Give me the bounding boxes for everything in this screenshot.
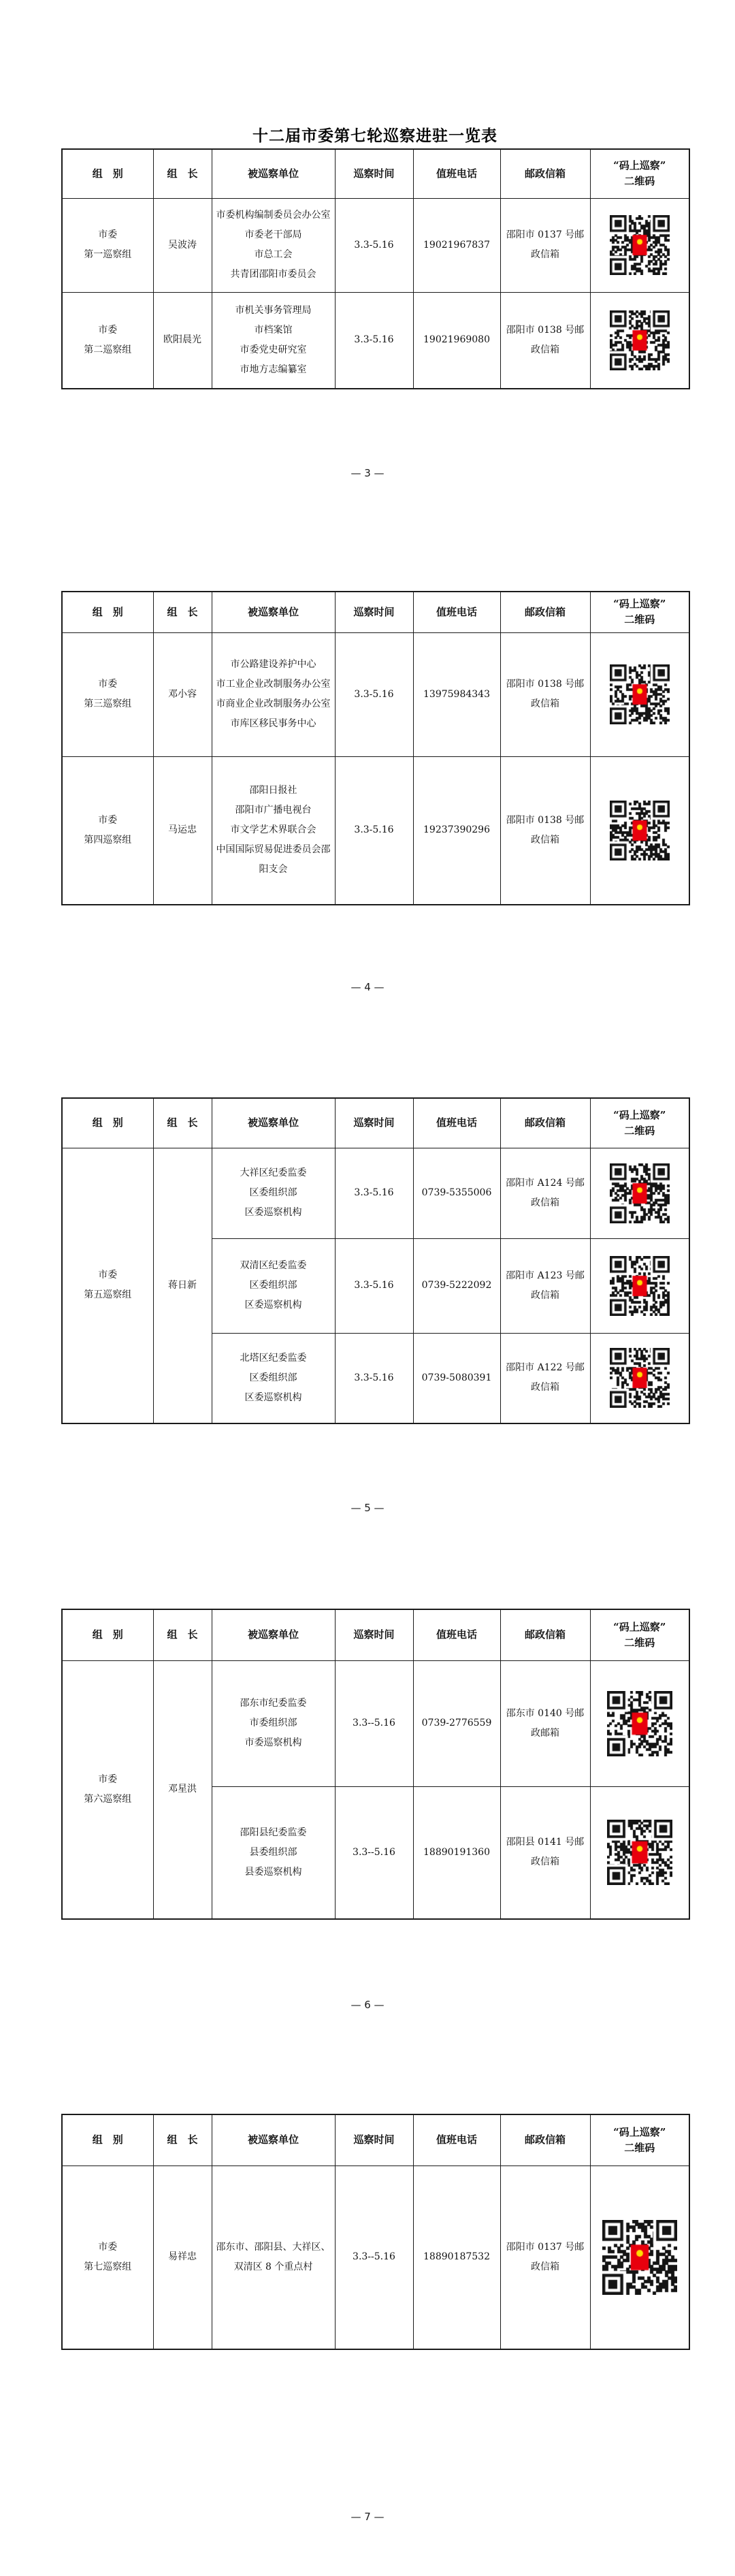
leader-cell: 吴波涛 bbox=[153, 198, 212, 292]
col-header-time: 巡察时间 bbox=[335, 592, 413, 632]
qr-cell bbox=[590, 1238, 689, 1333]
qr-code bbox=[607, 1691, 672, 1756]
group-line: 第五巡察组 bbox=[84, 1289, 132, 1301]
qr-cell bbox=[590, 1660, 689, 1786]
qr-code bbox=[610, 1348, 670, 1408]
unit-line: 市工业企业改制服务办公室 bbox=[216, 679, 331, 690]
qr-cell bbox=[590, 292, 689, 389]
inspection-table-page-3 bbox=[61, 148, 690, 389]
unit-line: 北塔区纪委监委 bbox=[240, 1352, 307, 1364]
unit-line: 区委巡察机构 bbox=[244, 1207, 302, 1218]
table-row bbox=[62, 292, 689, 389]
qr-cell bbox=[590, 198, 689, 292]
qr-cell bbox=[590, 1333, 689, 1423]
mailbox-cell: 邵阳市 0138 号邮政信箱 bbox=[500, 632, 590, 756]
table-row bbox=[62, 198, 689, 292]
group-line: 市委 bbox=[98, 1773, 118, 1785]
table-row bbox=[62, 1660, 689, 1786]
unit-line: 市库区移民事务中心 bbox=[230, 718, 316, 729]
inspection-table-page-7 bbox=[61, 2114, 690, 2350]
leader-cell: 邓星洪 bbox=[153, 1660, 212, 1919]
group-line: 市委 bbox=[98, 229, 118, 240]
mailbox-cell: 邵阳市 0137 号邮政信箱 bbox=[500, 198, 590, 292]
header-row bbox=[62, 1609, 689, 1660]
units-cell bbox=[212, 2166, 335, 2349]
group-cell bbox=[62, 1660, 153, 1919]
col-header-leader: 组 长 bbox=[153, 1609, 212, 1660]
qr-code bbox=[610, 1256, 670, 1316]
time-cell: 3.3-5.16 bbox=[335, 1148, 413, 1238]
unit-line: 区委组织部 bbox=[249, 1372, 297, 1383]
col-header-time: 巡察时间 bbox=[335, 149, 413, 198]
col-header-qr-line2: 二维码 bbox=[624, 613, 655, 626]
qr-code bbox=[610, 1163, 670, 1223]
phone-cell: 18890187532 bbox=[413, 2166, 500, 2349]
col-header-group: 组 别 bbox=[62, 2114, 153, 2166]
time-cell: 3.3-5.16 bbox=[335, 1238, 413, 1333]
units-cell bbox=[212, 632, 335, 756]
unit-line: 区委巡察机构 bbox=[244, 1300, 302, 1310]
col-header-time: 巡察时间 bbox=[335, 1609, 413, 1660]
units-cell bbox=[212, 1660, 335, 1786]
col-header-qr-line1: “码上巡察” bbox=[613, 598, 666, 611]
group-cell bbox=[62, 1148, 153, 1423]
mailbox-cell: 邵阳市 A124 号邮政信箱 bbox=[500, 1148, 590, 1238]
mailbox-cell: 邵阳市 A123 号邮政信箱 bbox=[500, 1238, 590, 1333]
col-header-mailbox: 邮政信箱 bbox=[500, 1098, 590, 1148]
qr-cell bbox=[590, 632, 689, 756]
unit-line: 区委组织部 bbox=[249, 1187, 297, 1198]
unit-line: 邵东市纪委监委 bbox=[240, 1698, 307, 1709]
col-header-time: 巡察时间 bbox=[335, 2114, 413, 2166]
units-cell bbox=[212, 1786, 335, 1919]
mailbox-cell: 邵阳县 0141 号邮政信箱 bbox=[500, 1786, 590, 1919]
col-header-phone: 值班电话 bbox=[413, 592, 500, 632]
table-row bbox=[62, 632, 689, 756]
units-cell bbox=[212, 292, 335, 389]
time-cell: 3.3--5.16 bbox=[335, 2166, 413, 2349]
col-header-qr-line1: “码上巡察” bbox=[613, 1620, 666, 1633]
page-number: — 7 — bbox=[350, 2511, 385, 2523]
qr-code bbox=[602, 2220, 677, 2295]
table-row bbox=[62, 1148, 689, 1238]
col-header-mailbox: 邮政信箱 bbox=[500, 2114, 590, 2166]
phone-cell: 0739-2776559 bbox=[413, 1660, 500, 1786]
col-header-time: 巡察时间 bbox=[335, 1098, 413, 1148]
mailbox-cell: 邵阳市 A122 号邮政信箱 bbox=[500, 1333, 590, 1423]
time-cell: 3.3--5.16 bbox=[335, 1786, 413, 1919]
col-header-phone: 值班电话 bbox=[413, 1098, 500, 1148]
qr-code bbox=[610, 215, 670, 275]
page-number: — 3 — bbox=[350, 467, 385, 479]
unit-line: 邵阳日报社 bbox=[249, 785, 297, 796]
qr-cell bbox=[590, 2166, 689, 2349]
header-row bbox=[62, 1098, 689, 1148]
col-header-leader: 组 长 bbox=[153, 1098, 212, 1148]
unit-line: 县委组织部 bbox=[249, 1846, 297, 1858]
group-line: 市委 bbox=[98, 1270, 118, 1281]
unit-line: 市总工会 bbox=[254, 249, 293, 260]
time-cell: 3.3-5.16 bbox=[335, 198, 413, 292]
col-header-qr bbox=[590, 149, 689, 198]
group-cell bbox=[62, 292, 153, 389]
col-header-mailbox: 邮政信箱 bbox=[500, 149, 590, 198]
header-row bbox=[62, 592, 689, 632]
mailbox-cell: 邵东市 0140 号邮政邮箱 bbox=[500, 1660, 590, 1786]
col-header-units: 被巡察单位 bbox=[212, 2114, 335, 2166]
col-header-phone: 值班电话 bbox=[413, 2114, 500, 2166]
qr-cell bbox=[590, 756, 689, 905]
table-row bbox=[62, 2166, 689, 2349]
phone-cell: 0739-5080391 bbox=[413, 1333, 500, 1423]
col-header-qr-line1: “码上巡察” bbox=[613, 1108, 666, 1121]
col-header-leader: 组 长 bbox=[153, 149, 212, 198]
group-cell bbox=[62, 756, 153, 905]
time-cell: 3.3-5.16 bbox=[335, 1333, 413, 1423]
qr-cell bbox=[590, 1786, 689, 1919]
phone-cell: 19021969080 bbox=[413, 292, 500, 389]
unit-line: 市委巡察机构 bbox=[244, 1737, 302, 1748]
units-cell bbox=[212, 198, 335, 292]
page-number: — 4 — bbox=[350, 981, 385, 993]
phone-cell: 19021967837 bbox=[413, 198, 500, 292]
col-header-units: 被巡察单位 bbox=[212, 1098, 335, 1148]
unit-line: 市委老干部局 bbox=[244, 229, 302, 240]
unit-line: 中国国际贸易促进委员会邵阳支会 bbox=[216, 844, 331, 875]
qr-cell bbox=[590, 1148, 689, 1238]
leader-cell: 马运忠 bbox=[153, 756, 212, 905]
qr-code bbox=[607, 1820, 672, 1885]
unit-line: 市机关事务管理局 bbox=[235, 304, 312, 316]
col-header-group: 组 别 bbox=[62, 592, 153, 632]
time-cell: 3.3-5.16 bbox=[335, 632, 413, 756]
phone-cell: 13975984343 bbox=[413, 632, 500, 756]
group-line: 第六巡察组 bbox=[84, 1793, 132, 1805]
group-line: 第三巡察组 bbox=[84, 698, 132, 709]
col-header-group: 组 别 bbox=[62, 1609, 153, 1660]
unit-line: 双清区 8 个重点村 bbox=[233, 2261, 313, 2272]
units-cell bbox=[212, 1238, 335, 1333]
unit-line: 市商业企业改制服务办公室 bbox=[216, 698, 331, 709]
col-header-units: 被巡察单位 bbox=[212, 1609, 335, 1660]
col-header-qr bbox=[590, 1609, 689, 1660]
group-line: 市委 bbox=[98, 2241, 118, 2253]
col-header-leader: 组 长 bbox=[153, 2114, 212, 2166]
col-header-leader: 组 长 bbox=[153, 592, 212, 632]
unit-line: 市委组织部 bbox=[249, 1718, 297, 1728]
col-header-units: 被巡察单位 bbox=[212, 149, 335, 198]
qr-code bbox=[610, 801, 670, 860]
unit-line: 市档案馆 bbox=[254, 324, 293, 336]
inspection-table-page-5 bbox=[61, 1097, 690, 1424]
unit-line: 大祥区纪委监委 bbox=[240, 1168, 307, 1178]
group-line: 第四巡察组 bbox=[84, 834, 132, 846]
unit-line: 双清区纪委监委 bbox=[240, 1260, 307, 1271]
col-header-qr-line2: 二维码 bbox=[624, 175, 655, 188]
table-row bbox=[62, 756, 689, 905]
units-cell bbox=[212, 1333, 335, 1423]
mailbox-cell: 邵阳市 0138 号邮政信箱 bbox=[500, 292, 590, 389]
unit-line: 县委巡察机构 bbox=[244, 1866, 302, 1878]
time-cell: 3.3--5.16 bbox=[335, 1660, 413, 1786]
col-header-qr-line1: “码上巡察” bbox=[613, 2125, 666, 2138]
phone-cell: 0739-5222092 bbox=[413, 1238, 500, 1333]
mailbox-cell: 邵阳市 0137 号邮政信箱 bbox=[500, 2166, 590, 2349]
group-line: 市委 bbox=[98, 679, 118, 690]
unit-line: 区委组织部 bbox=[249, 1280, 297, 1291]
unit-line: 市地方志编纂室 bbox=[240, 364, 307, 375]
unit-line: 市文学艺术界联合会 bbox=[230, 824, 316, 836]
unit-line: 邵东市、邵阳县、大祥区、 bbox=[216, 2241, 331, 2253]
qr-code bbox=[610, 310, 670, 370]
col-header-qr-line2: 二维码 bbox=[624, 2141, 655, 2154]
header-row bbox=[62, 149, 689, 198]
unit-line: 市公路建设养护中心 bbox=[230, 659, 316, 670]
group-line: 第二巡察组 bbox=[84, 344, 132, 355]
col-header-qr-line2: 二维码 bbox=[624, 1636, 655, 1649]
mailbox-cell: 邵阳市 0138 号邮政信箱 bbox=[500, 756, 590, 905]
units-cell bbox=[212, 756, 335, 905]
header-row bbox=[62, 2114, 689, 2166]
col-header-mailbox: 邮政信箱 bbox=[500, 1609, 590, 1660]
group-line: 市委 bbox=[98, 324, 118, 336]
unit-line: 共青团邵阳市委员会 bbox=[230, 269, 316, 280]
group-line: 第七巡察组 bbox=[84, 2261, 132, 2272]
leader-cell: 欧阳晨光 bbox=[153, 292, 212, 389]
unit-line: 邵阳市广播电视台 bbox=[235, 805, 312, 816]
col-header-phone: 值班电话 bbox=[413, 149, 500, 198]
unit-line: 邵阳县纪委监委 bbox=[240, 1826, 307, 1838]
col-header-qr-line1: “码上巡察” bbox=[613, 159, 666, 172]
col-header-units: 被巡察单位 bbox=[212, 592, 335, 632]
unit-line: 区委巡察机构 bbox=[244, 1391, 302, 1403]
time-cell: 3.3-5.16 bbox=[335, 292, 413, 389]
group-cell bbox=[62, 2166, 153, 2349]
page-number: — 6 — bbox=[350, 1999, 385, 2011]
time-cell: 3.3-5.16 bbox=[335, 756, 413, 905]
inspection-table-page-6 bbox=[61, 1609, 690, 1920]
units-cell bbox=[212, 1148, 335, 1238]
group-line: 第一巡察组 bbox=[84, 249, 132, 260]
col-header-mailbox: 邮政信箱 bbox=[500, 592, 590, 632]
col-header-qr bbox=[590, 1098, 689, 1148]
col-header-group: 组 别 bbox=[62, 1098, 153, 1148]
col-header-qr-line2: 二维码 bbox=[624, 1124, 655, 1137]
document-title: 十二届市委第七轮巡察进驻一览表 bbox=[252, 127, 497, 145]
leader-cell: 蒋日新 bbox=[153, 1148, 212, 1423]
leader-cell: 易祥忠 bbox=[153, 2166, 212, 2349]
phone-cell: 0739-5355006 bbox=[413, 1148, 500, 1238]
col-header-qr bbox=[590, 2114, 689, 2166]
unit-line: 市委党史研究室 bbox=[240, 344, 307, 355]
group-line: 市委 bbox=[98, 814, 118, 826]
qr-code bbox=[610, 664, 670, 724]
col-header-qr bbox=[590, 592, 689, 632]
unit-line: 市委机构编制委员会办公室 bbox=[216, 210, 331, 221]
col-header-phone: 值班电话 bbox=[413, 1609, 500, 1660]
page-number: — 5 — bbox=[350, 1502, 385, 1514]
col-header-group: 组 别 bbox=[62, 149, 153, 198]
leader-cell: 邓小容 bbox=[153, 632, 212, 756]
group-cell bbox=[62, 632, 153, 756]
inspection-table-page-4 bbox=[61, 591, 690, 905]
phone-cell: 19237390296 bbox=[413, 756, 500, 905]
group-cell bbox=[62, 198, 153, 292]
phone-cell: 18890191360 bbox=[413, 1786, 500, 1919]
